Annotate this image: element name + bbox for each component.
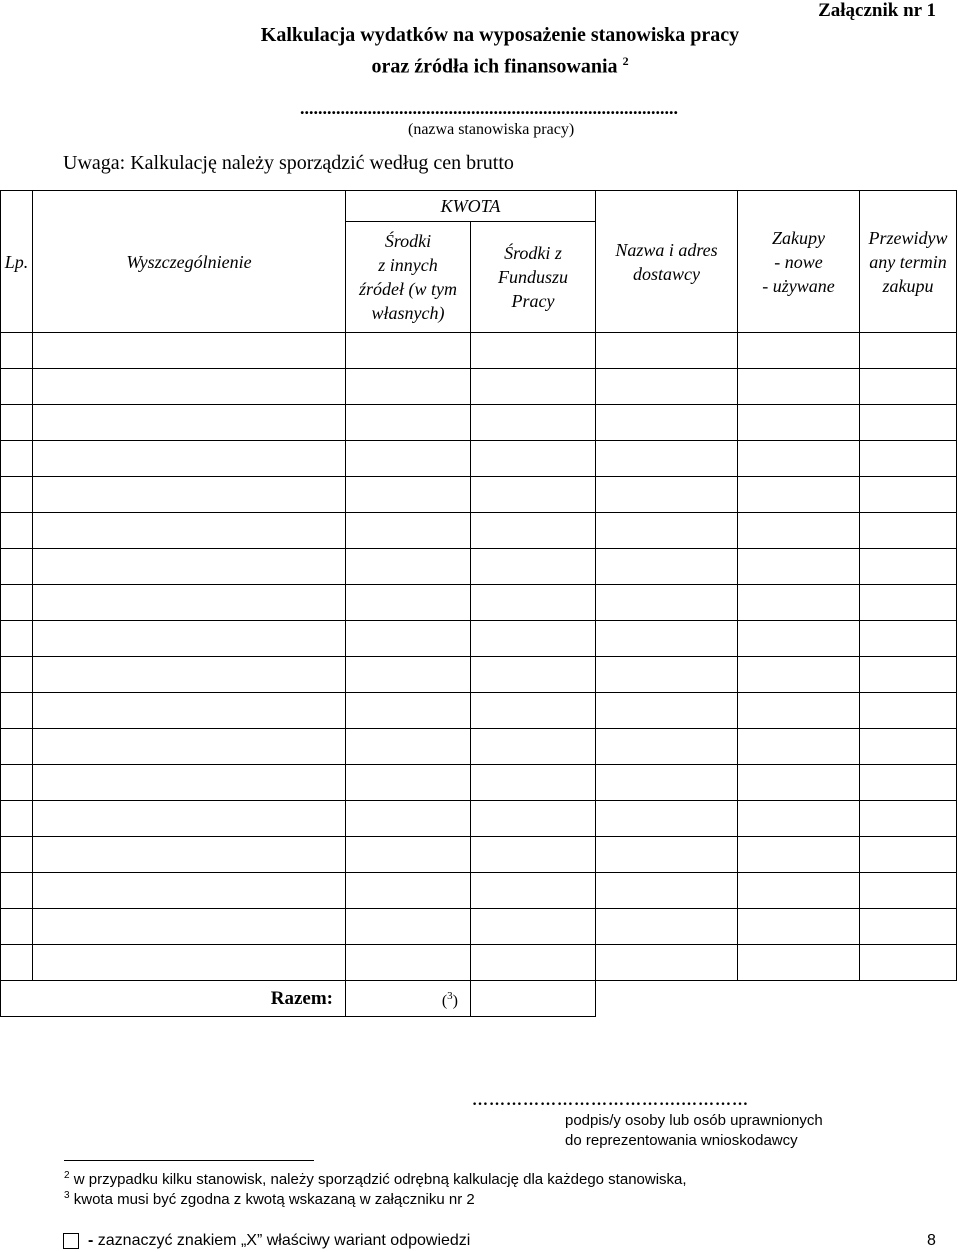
cell-labour-fund[interactable] [471,477,596,513]
cell-lp[interactable] [1,621,33,657]
checkbox-icon [63,1233,79,1249]
cell-supplier[interactable] [596,513,738,549]
cell-supplier[interactable] [596,549,738,585]
cell-supplier[interactable] [596,405,738,441]
cell-purchase-type[interactable] [738,513,860,549]
footnote-mark: 2 [64,1170,70,1181]
totals-label: Razem: [1,981,346,1017]
header-description: Wyszczególnienie [33,191,346,333]
cell-labour-fund[interactable] [471,585,596,621]
cell-purchase-type[interactable] [738,765,860,801]
cell-lp[interactable] [1,657,33,693]
instruction-text: zaznaczyć znakiem „X” właściwy wariant odpowiedzi [93,1232,471,1249]
signature-line[interactable]: ……………………………….………… [472,1092,749,1109]
position-name-field[interactable]: .................................................................................... [300,98,678,118]
cell-purchase-type[interactable] [738,909,860,945]
cell-purchase-type[interactable] [738,657,860,693]
instruction-dash: - [88,1232,94,1249]
cell-purchase-term[interactable] [860,801,957,837]
cell-lp[interactable] [1,513,33,549]
cell-supplier[interactable] [596,873,738,909]
ref-open: ( [441,992,448,1010]
cell-lp[interactable] [1,801,33,837]
footnote-3 [64,1190,475,1208]
cell-labour-fund[interactable] [471,765,596,801]
cell-labour-fund[interactable] [471,837,596,873]
cell-own-funds[interactable] [346,765,471,801]
header-line: źródeł (w tym [359,279,457,299]
cell-labour-fund[interactable] [471,441,596,477]
page-number: 8 [927,1232,936,1249]
cell-description[interactable] [33,477,346,513]
header-supplier [596,191,738,333]
cell-purchase-term[interactable] [860,549,957,585]
cell-own-funds[interactable] [346,549,471,585]
footnote-ref-3: 3 [447,989,453,1002]
checkbox-instruction [88,1232,470,1250]
cell-own-funds[interactable] [346,585,471,621]
cell-labour-fund[interactable] [471,801,596,837]
table-row [1,477,957,513]
cell-description[interactable] [33,441,346,477]
footnote-text: w przypadku kilku stanowisk, należy sporządzić odrębną kalkulację dla każdego stanowiska, [69,1171,687,1188]
cell-purchase-term[interactable] [860,693,957,729]
cell-supplier[interactable] [596,801,738,837]
annex-label: Załącznik nr 1 [818,0,936,21]
cell-purchase-type[interactable] [738,945,860,981]
cell-supplier[interactable] [596,909,738,945]
cell-lp[interactable] [1,477,33,513]
table-row [1,333,957,369]
cell-own-funds[interactable] [346,657,471,693]
table-row [1,441,957,477]
cell-purchase-type[interactable] [738,873,860,909]
cell-purchase-type[interactable] [738,837,860,873]
cell-supplier[interactable] [596,693,738,729]
cell-supplier[interactable] [596,945,738,981]
cell-lp[interactable] [1,765,33,801]
cell-labour-fund[interactable] [471,945,596,981]
position-name-label: (nazwa stanowiska pracy) [408,121,575,138]
cell-purchase-term[interactable] [860,729,957,765]
cell-labour-fund[interactable] [471,405,596,441]
cell-purchase-term[interactable] [860,945,957,981]
cell-purchase-type[interactable] [738,621,860,657]
cell-lp[interactable] [1,945,33,981]
cell-lp[interactable] [1,549,33,585]
header-line: Środki z [504,243,562,263]
cell-supplier[interactable] [596,729,738,765]
cell-lp[interactable] [1,729,33,765]
cell-own-funds[interactable] [346,333,471,369]
cell-purchase-type[interactable] [738,441,860,477]
table-row [1,945,957,981]
header-line: Środki [384,231,432,251]
cell-purchase-type[interactable] [738,801,860,837]
cell-description[interactable] [33,333,346,369]
cell-lp[interactable] [1,909,33,945]
cell-purchase-term[interactable] [860,837,957,873]
cell-description[interactable] [33,405,346,441]
cell-labour-fund[interactable] [471,513,596,549]
header-labour-fund [471,222,596,333]
cell-supplier[interactable] [596,621,738,657]
cell-labour-fund[interactable] [471,693,596,729]
totals-empty [596,981,738,1017]
cell-description[interactable] [33,369,346,405]
cell-description[interactable] [33,801,346,837]
table-row [1,513,957,549]
header-lp: Lp. [1,191,33,333]
cell-supplier[interactable] [596,441,738,477]
header-line: Zakupy [772,227,825,248]
cell-purchase-term[interactable] [860,405,957,441]
header-purchase-term [860,191,957,333]
signature-caption-2: do reprezentowania wnioskodawcy [565,1132,798,1149]
title-text-2: oraz źródła ich finansowania [371,55,618,78]
pricing-note: Uwaga: Kalkulację należy sporządzić według cen brutto [63,152,514,174]
cell-purchase-term[interactable] [860,873,957,909]
cell-description[interactable] [33,549,346,585]
cell-purchase-term[interactable] [860,909,957,945]
cell-own-funds[interactable] [346,945,471,981]
cell-labour-fund[interactable] [471,333,596,369]
cell-supplier[interactable] [596,333,738,369]
cell-own-funds[interactable] [346,873,471,909]
table-row [1,621,957,657]
header-line: dostawcy [633,263,700,284]
cell-description[interactable] [33,585,346,621]
cell-purchase-term[interactable] [860,513,957,549]
table-row [1,837,957,873]
cell-purchase-term[interactable] [860,765,957,801]
table-row [1,729,957,765]
cell-lp[interactable] [1,837,33,873]
cell-purchase-type[interactable] [738,369,860,405]
cell-lp[interactable] [1,693,33,729]
cell-description[interactable] [33,945,346,981]
cell-own-funds[interactable] [346,621,471,657]
cell-own-funds[interactable] [346,837,471,873]
header-own-funds [346,222,471,333]
header-amount: KWOTA [346,191,596,222]
cell-purchase-term[interactable] [860,621,957,657]
table-row [1,765,957,801]
cell-own-funds[interactable] [346,477,471,513]
footnote-mark: 3 [64,1190,70,1201]
cell-own-funds[interactable] [346,369,471,405]
header-line: - używane [762,275,835,296]
header-purchase-type [738,191,860,333]
cell-labour-fund[interactable] [471,729,596,765]
cell-purchase-type[interactable] [738,693,860,729]
table-row [1,909,957,945]
cell-description[interactable] [33,729,346,765]
cell-own-funds[interactable] [346,801,471,837]
header-line: Nazwa i adres [615,239,718,260]
cell-labour-fund[interactable] [471,909,596,945]
document-title-line1 [0,22,960,48]
totals-empty [860,981,957,1017]
header-line: Pracy [511,291,555,311]
header-line: własnych) [371,303,445,323]
cell-purchase-type[interactable] [738,585,860,621]
footnote-text: kwota musi być zgodna z kwotą wskazaną w załączniku nr 2 [69,1191,475,1208]
cell-purchase-term[interactable] [860,585,957,621]
totals-labour-fund[interactable] [471,981,596,1017]
footnote-2 [64,1170,687,1188]
cell-supplier[interactable] [596,765,738,801]
table-row [1,801,957,837]
table-row [1,549,957,585]
cost-table [0,190,957,1017]
cell-purchase-term[interactable] [860,657,957,693]
cell-own-funds[interactable] [346,909,471,945]
cell-labour-fund[interactable] [471,549,596,585]
cell-purchase-type[interactable] [738,729,860,765]
table-row [1,369,957,405]
cell-own-funds[interactable] [346,441,471,477]
cell-description[interactable] [33,621,346,657]
header-line: Funduszu [497,267,568,287]
cell-purchase-type[interactable] [738,477,860,513]
totals-empty [738,981,860,1017]
cell-own-funds[interactable] [346,729,471,765]
table-row [1,405,957,441]
cell-purchase-type[interactable] [738,333,860,369]
table-row [1,693,957,729]
cell-labour-fund[interactable] [471,621,596,657]
totals-row [1,981,957,1017]
cell-own-funds[interactable] [346,693,471,729]
cell-purchase-term[interactable] [860,477,957,513]
header-line: any termin [869,251,947,272]
cell-labour-fund[interactable] [471,657,596,693]
totals-own-funds[interactable] [346,981,471,1017]
cell-lp[interactable] [1,585,33,621]
cell-labour-fund[interactable] [471,369,596,405]
cell-purchase-term[interactable] [860,369,957,405]
title-text-1: Kalkulacja wydatków na wyposażenie stanowiska pracy [260,24,740,46]
header-line: - nowe [774,251,823,272]
cell-purchase-type[interactable] [738,405,860,441]
cell-lp[interactable] [1,333,33,369]
signature-caption-1: podpis/y osoby lub osób uprawnionych [565,1112,823,1129]
cell-own-funds[interactable] [346,513,471,549]
cell-supplier[interactable] [596,657,738,693]
cell-labour-fund[interactable] [471,873,596,909]
cell-description[interactable] [33,693,346,729]
cell-description[interactable] [33,873,346,909]
cell-lp[interactable] [1,369,33,405]
cell-supplier[interactable] [596,369,738,405]
cell-description[interactable] [33,765,346,801]
header-line: zakupu [882,275,934,296]
cell-description[interactable] [33,837,346,873]
cell-purchase-term[interactable] [860,333,957,369]
header-line: z innych [378,255,438,275]
cell-supplier[interactable] [596,837,738,873]
table-row [1,585,957,621]
table-row [1,657,957,693]
cell-supplier[interactable] [596,477,738,513]
cell-description[interactable] [33,657,346,693]
cell-description[interactable] [33,513,346,549]
document-title-line2 [0,48,960,80]
cell-lp[interactable] [1,441,33,477]
table-row [1,873,957,909]
cell-purchase-type[interactable] [738,549,860,585]
cell-lp[interactable] [1,873,33,909]
cell-own-funds[interactable] [346,405,471,441]
ref-close: ) [452,992,458,1010]
cell-supplier[interactable] [596,585,738,621]
cell-description[interactable] [33,909,346,945]
cell-lp[interactable] [1,405,33,441]
footnote-ref-2: 2 [622,54,629,68]
header-line: Przewidyw [868,227,948,248]
footnote-separator [64,1160,314,1161]
cell-purchase-term[interactable] [860,441,957,477]
